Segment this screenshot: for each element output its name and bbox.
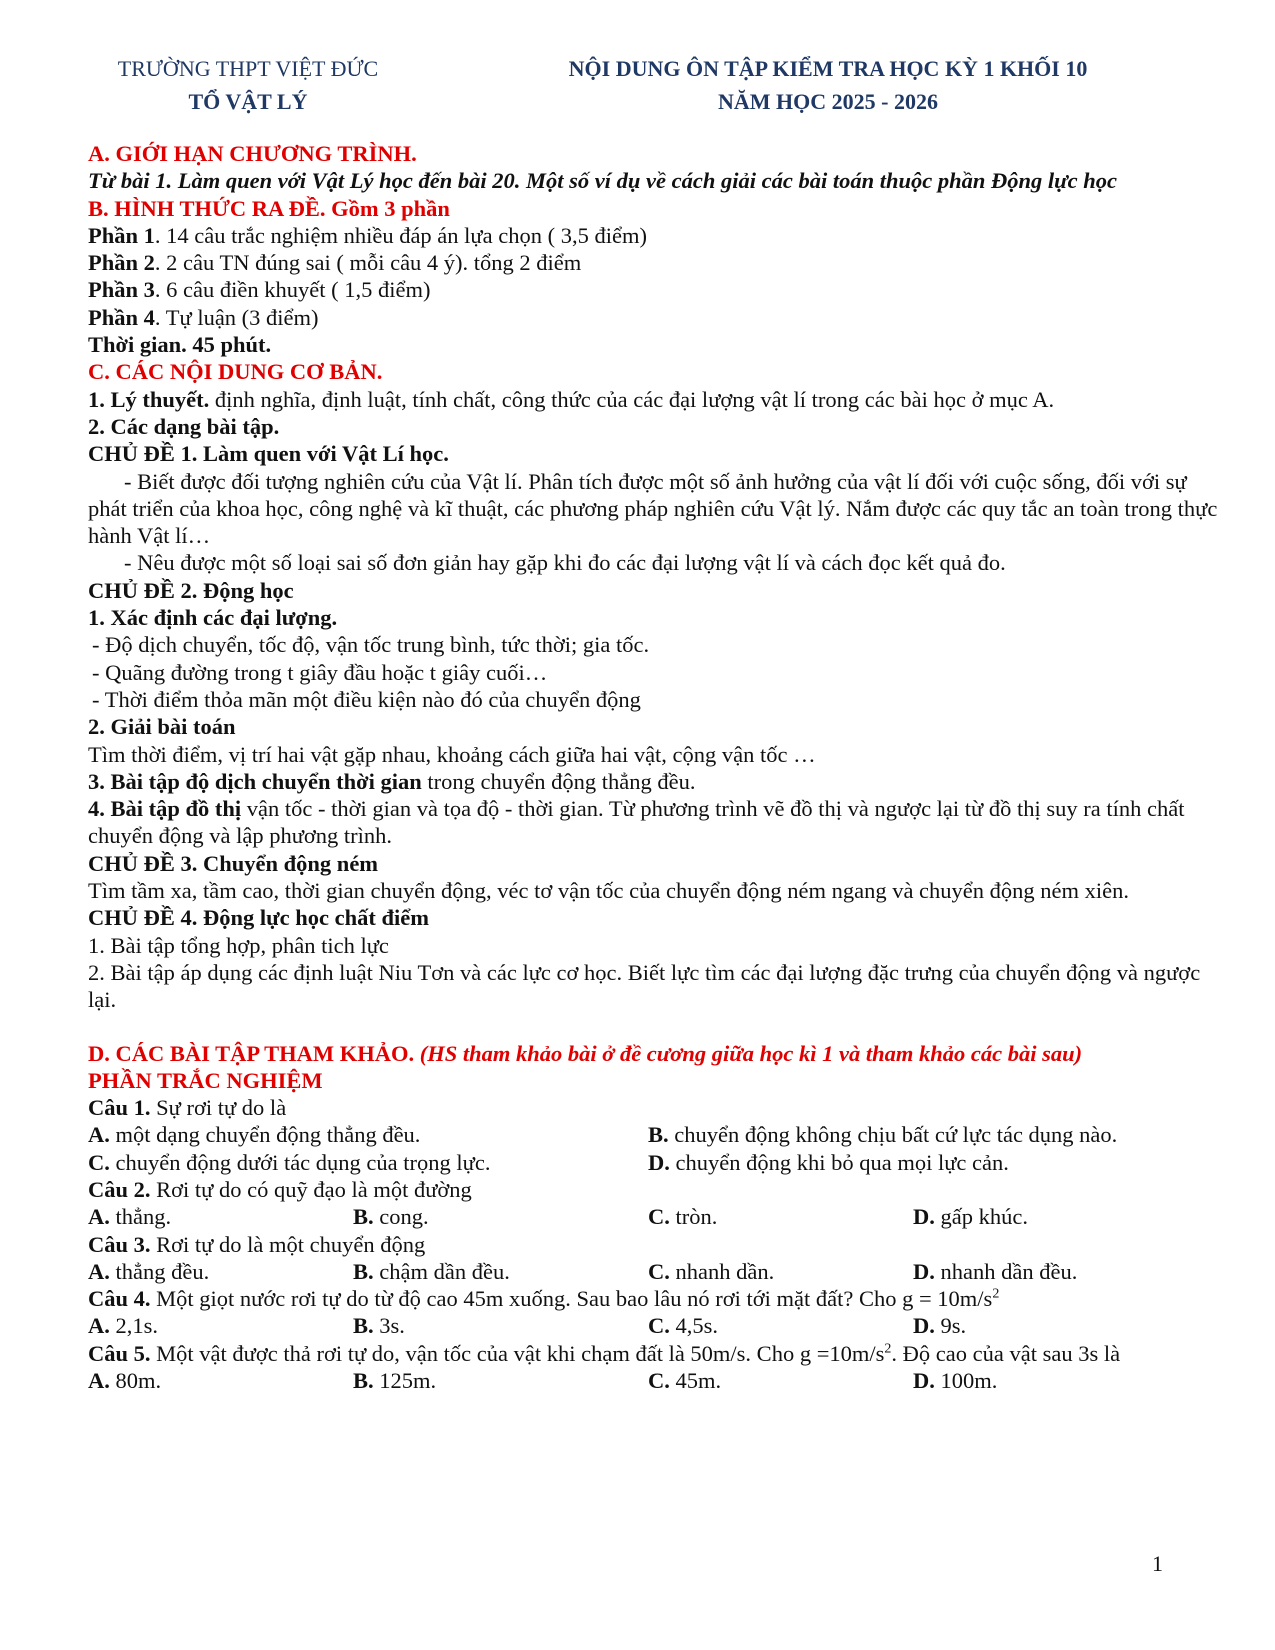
topic-2-label: 4. Bài tập đồ thị (88, 796, 242, 822)
department-name: TỔ VẬT LÝ (188, 89, 308, 114)
topic-2-line (88, 768, 1218, 795)
answer-row (88, 1149, 1218, 1176)
question (88, 1176, 1218, 1203)
document-body (88, 140, 1218, 1394)
question (88, 1094, 1218, 1121)
section-b-heading: B. HÌNH THỨC RA ĐỀ. Gồm 3 phần (88, 195, 450, 221)
answer-row (88, 1312, 1218, 1339)
question (88, 1340, 1218, 1367)
answer-row (88, 1258, 1218, 1285)
topic-4-item: 2. Bài tập áp dụng các định luật Niu Tơn và các lực cơ học. Biết lực tìm các đại lượng đặc trưng của chuyển động và ngược lại. (88, 959, 1201, 1013)
part-text: . Tự luận (3 điểm) (154, 304, 319, 330)
section-a-text: Từ bài 1. Làm quen với Vật Lý học đến bài 20. Một số ví dụ về cách giải các bài toán thuộc phần Động lực học (88, 168, 1118, 194)
section-d-note: (HS tham khảo bài ở đề cương giữa học kì 1 và tham khảo các bài sau) (414, 1040, 1083, 1066)
topic-2-label: 3. Bài tập độ dịch chuyển thời gian (88, 768, 422, 794)
topic-4-title: CHỦ ĐỀ 4. Động lực học chất điểm (88, 905, 429, 931)
theory-line (88, 386, 1218, 413)
topic-4-item: 1. Bài tập tổng hợp, phân tich lực (88, 932, 389, 958)
superscript: 2 (992, 1286, 1000, 1302)
question-text: Rơi tự do có quỹ đạo là một đường (150, 1176, 472, 1202)
superscript: 2 (884, 1341, 892, 1357)
section-d-heading-line (88, 1040, 1218, 1067)
school-year: NĂM HỌC 2025 - 2026 (718, 89, 938, 114)
part-text: . 2 câu TN đúng sai ( mỗi câu 4 ý). tổng 2 điểm (154, 250, 582, 276)
answer-option-a: A. một dạng chuyển động thẳng đều. (88, 1122, 421, 1148)
topic-2-text: Tìm thời điểm, vị trí hai vật gặp nhau, khoảng cách giữa hai vật, cộng vận tốc … (88, 741, 816, 767)
answer-option-b: B. chuyển động không chịu bất cứ lực tác dụng nào. (648, 1122, 1118, 1148)
answer-option-d: D. chuyển động khi bỏ qua mọi lực cản. (648, 1149, 1009, 1175)
answer-option-c: C. tròn. (648, 1204, 718, 1230)
question-text: Rơi tự do là một chuyển động (150, 1231, 426, 1257)
question-text-continued: . Độ cao của vật sau 3s là (891, 1340, 1121, 1366)
part-text: . 14 câu trắc nghiệm nhiều đáp án lựa chọn ( 3,5 điểm) (154, 222, 647, 248)
answer-option-b: B. chậm dần đều. (353, 1258, 510, 1284)
part-line (88, 304, 1218, 331)
answer-row (88, 1367, 1218, 1394)
list-item: - Quãng đường trong t giây đầu hoặc t giây cuối… (92, 659, 548, 685)
list-item: - Thời điểm thỏa mãn một điều kiện nào đó của chuyển động (92, 686, 641, 712)
part-label: Phần 1 (88, 222, 155, 248)
question-label: Câu 2. (88, 1176, 151, 1202)
document-header (88, 52, 1218, 118)
part-line (88, 249, 1218, 276)
question-label: Câu 1. (88, 1095, 151, 1121)
topic-2-subheading: 1. Xác định các đại lượng. (88, 605, 338, 631)
topic-2-text: trong chuyển động thẳng đều. (421, 768, 696, 794)
topic-3-text: Tìm tầm xa, tầm cao, thời gian chuyển động, véc tơ vận tốc của chuyển động ném ngang và chuyển động ném xiên. (88, 878, 1129, 904)
question (88, 1231, 1218, 1258)
question-text: Sự rơi tự do là (150, 1095, 287, 1121)
topic-2-title: CHỦ ĐỀ 2. Động học (88, 577, 294, 603)
theory-label: 1. Lý thuyết. (88, 386, 210, 412)
part-line (88, 222, 1218, 249)
answer-option-b: B. 3s. (353, 1313, 405, 1339)
topic-2-subheading: 2. Giải bài toán (88, 714, 236, 740)
question (88, 1285, 1218, 1312)
section-d-heading: D. CÁC BÀI TẬP THAM KHẢO. (88, 1040, 415, 1066)
answer-option-a: A. 80m. (88, 1368, 162, 1394)
answer-option-c: C. nhanh dần. (648, 1258, 775, 1284)
answer-option-b: B. 125m. (353, 1368, 437, 1394)
question-text: Một vật được thả rơi tự do, vận tốc của vật khi chạm đất là 50m/s. Cho g =10m/s (150, 1340, 885, 1366)
answer-row (88, 1203, 1218, 1230)
section-a-heading: A. GIỚI HẠN CHƯƠNG TRÌNH. (88, 141, 417, 166)
question-label: Câu 5. (88, 1340, 151, 1366)
answer-row (88, 1121, 1218, 1148)
spacer (88, 1014, 1218, 1040)
exam-time: Thời gian. 45 phút. (88, 332, 272, 358)
question-label: Câu 4. (88, 1286, 151, 1312)
topic-1-title: CHỦ ĐỀ 1. Làm quen với Vật Lí học. (88, 441, 449, 467)
topic-2-text: vận tốc - thời gian và tọa độ - thời gian. Từ phương trình vẽ đồ thị và ngược lại từ đồ thị suy ra tính chất chuyển động và lập phương trình. (88, 796, 1185, 849)
answer-option-d: D. 9s. (913, 1313, 967, 1339)
topic-3-title: CHỦ ĐỀ 3. Chuyển động ném (88, 850, 379, 876)
topic-1-paragraph: - Nêu được một số loại sai số đơn giản hay gặp khi đo các đại lượng vật lí và cách đọc kết quả đo. (124, 550, 1006, 576)
part-text: . 6 câu điền khuyết ( 1,5 điểm) (154, 277, 431, 303)
topic-1-paragraph: - Biết được đối tượng nghiên cứu của Vật lí. Phân tích được một số ảnh hưởng của vật lí đối với cuộc sống, đối với sự phát triển của khoa học, công nghệ và kĩ thuật, các phương pháp nghiên cứu Vật lý. Nắm được các quy tắc an toàn trong thực hành Vật lí… (88, 468, 1218, 549)
answer-option-c: C. 4,5s. (648, 1313, 719, 1339)
part-line (88, 276, 1218, 303)
exercises-label: 2. Các dạng bài tập. (88, 413, 280, 439)
answer-option-a: A. thẳng. (88, 1204, 172, 1230)
part-label: Phần 2 (88, 250, 155, 276)
multiple-choice-heading: PHẦN TRẮC NGHIỆM (88, 1067, 323, 1093)
part-label: Phần 3 (88, 277, 155, 303)
school-name: TRƯỜNG THPT VIỆT ĐỨC (117, 56, 379, 81)
section-c-heading: C. CÁC NỘI DUNG CƠ BẢN. (88, 359, 383, 385)
part-label: Phần 4 (88, 304, 155, 330)
title-block (408, 52, 1218, 118)
page-number: 1 (1152, 1551, 1163, 1576)
school-block (88, 52, 408, 118)
topic-2-line (88, 795, 1218, 850)
answer-option-a: A. thẳng đều. (88, 1258, 210, 1284)
answer-option-a: A. 2,1s. (88, 1313, 159, 1339)
theory-text: định nghĩa, định luật, tính chất, công thức của các đại lượng vật lí trong các bài học ở mục A. (209, 386, 1055, 412)
question-text: Một giọt nước rơi tự do từ độ cao 45m xuống. Sau bao lâu nó rơi tới mặt đất? Cho g = 10m/s (150, 1286, 993, 1312)
document-page (88, 52, 1218, 1394)
answer-option-d: D. gấp khúc. (913, 1204, 1028, 1230)
answer-option-c: C. 45m. (648, 1368, 722, 1394)
answer-option-c: C. chuyển động dưới tác dụng của trọng lực. (88, 1149, 491, 1175)
answer-option-d: D. 100m. (913, 1368, 998, 1394)
document-title: NỘI DUNG ÔN TẬP KIỂM TRA HỌC KỲ 1 KHỐI 10 (568, 56, 1088, 81)
answer-option-d: D. nhanh dần đều. (913, 1258, 1078, 1284)
question-label: Câu 3. (88, 1231, 151, 1257)
list-item: - Độ dịch chuyển, tốc độ, vận tốc trung bình, tức thời; gia tốc. (92, 632, 650, 658)
answer-option-b: B. cong. (353, 1204, 429, 1230)
